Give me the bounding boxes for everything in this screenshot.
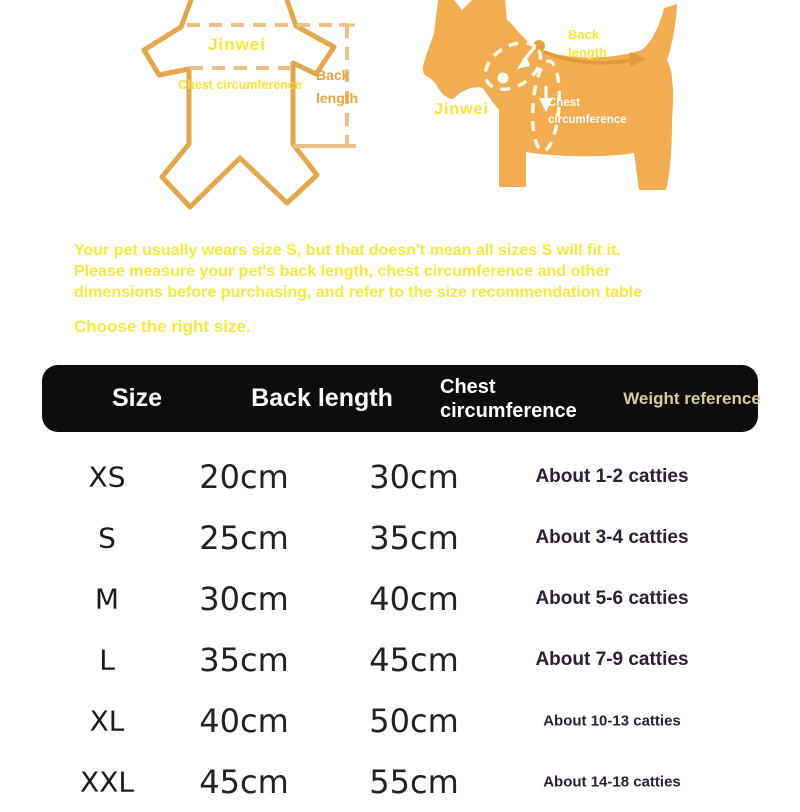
weight-value: About 5-6 catties [535,587,689,609]
chest-value: 55cm [369,762,459,801]
back-value: 45cm [199,762,289,801]
choose-size-line: Choose the right size. [74,317,251,336]
weight-value: About 7-9 catties [535,648,689,670]
back-value: 30cm [199,579,289,618]
chest-value: 50cm [369,701,459,740]
weight-value: About 3-4 catties [535,526,689,548]
size-value: L [99,643,115,676]
back-value: 35cm [199,640,289,679]
chest-circumference-label: Chest circumference [548,97,627,126]
sizing-notice [74,240,734,337]
table-row [40,629,760,690]
header-weight-reference: Weight reference [623,388,761,408]
size-value: XXL [80,765,134,798]
weight-value: About 10-13 catties [543,712,681,729]
back-value: 25cm [199,518,289,557]
size-table-body [40,446,760,812]
table-row [40,690,760,751]
chest-value: 30cm [369,457,459,496]
chest-value: 35cm [369,518,459,557]
back-length-label: Back length [316,67,358,106]
size-value: XS [88,460,126,493]
brand-watermark: Jinwei [434,101,489,118]
notice-line: Please measure your pet's back length, chest circumference and other [74,263,611,280]
size-value: M [94,582,120,615]
header-chest-circumference: Chest circumference [440,375,577,422]
table-row [40,568,760,629]
chest-value: 40cm [369,579,459,618]
back-value: 20cm [199,457,289,496]
notice-line: dimensions before purchasing, and refer to the size recommendation table [74,284,643,301]
table-row [40,751,760,812]
chest-circumference-label: Chest circumference [178,78,302,92]
table-row [40,507,760,568]
weight-value: About 1-2 catties [535,465,689,487]
brand-watermark: Jinwei [208,35,266,54]
back-value: 40cm [199,701,289,740]
size-table-header [42,365,761,432]
chest-value: 45cm [369,640,459,679]
size-value: XL [89,704,125,737]
table-row [40,446,760,507]
header-back-length: Back length [251,384,393,412]
weight-value: About 14-18 catties [543,773,681,790]
size-value: S [98,521,116,554]
header-size: Size [111,384,163,412]
back-length-label: Back length [568,27,607,60]
notice-line: Your pet usually wears size S, but that doesn't mean all sizes S will fit it. [74,242,621,259]
dog-measure-diagram [420,0,705,212]
garment-measure-diagram [140,0,375,218]
